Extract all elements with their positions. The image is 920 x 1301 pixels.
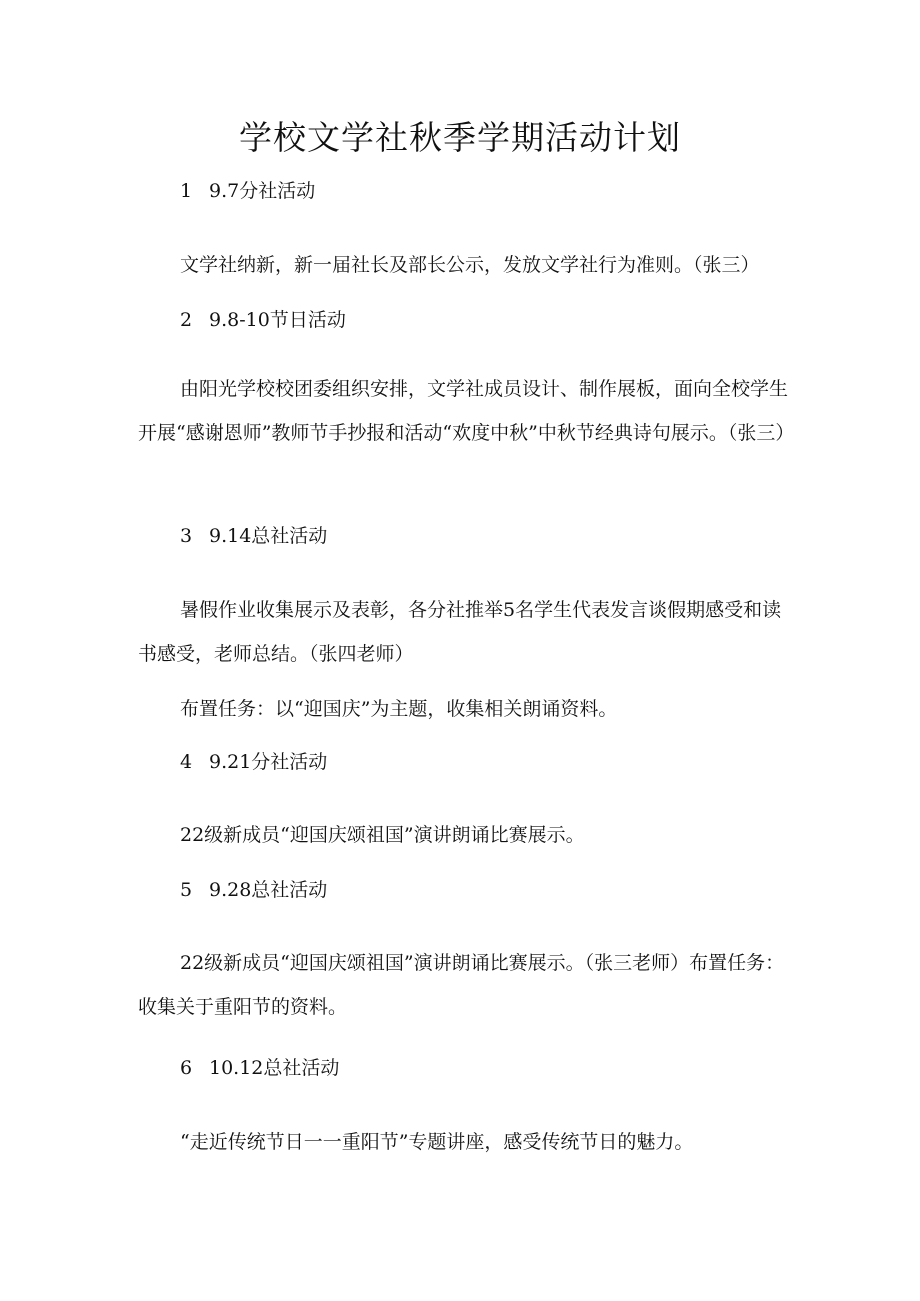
section-heading [180, 749, 327, 775]
section-heading-text: 9.8-10节日活动 [209, 309, 346, 331]
section-heading [180, 877, 327, 903]
section-heading-text: 10.12总社活动 [209, 1057, 340, 1079]
section-number: 3 [180, 525, 193, 547]
section-heading-text: 9.7分社活动 [209, 180, 316, 202]
section-paragraph: 布置任务：以“迎国庆”为主题，收集相关朗诵资料。 [180, 698, 618, 720]
section-heading [180, 1055, 339, 1081]
section-paragraph: 22级新成员“迎国庆颂祖国”演讲朗诵比赛展示。 [180, 824, 585, 846]
section-paragraph: 由阳光学校校团委组织安排，文学社成员设计、制作展板，面向全校学生开展“感谢恩师”教师节手抄报和活动“欢度中秋”中秋节经典诗句展示。（张三） [138, 378, 795, 444]
section-number: 4 [180, 751, 193, 773]
section-number: 2 [180, 309, 193, 331]
section-heading-text: 9.14总社活动 [209, 525, 328, 547]
section-number: 5 [180, 879, 193, 901]
section-paragraph: 22级新成员“迎国庆颂祖国”演讲朗诵比赛展示。（张三老师）布置任务：收集关于重阳节的资料。 [138, 952, 785, 1018]
section-paragraph: 文学社纳新，新一届社长及部长公示，发放文学社行为准则。（张三） [180, 254, 760, 276]
section-heading [180, 523, 327, 549]
section-heading [180, 307, 346, 333]
section-number: 1 [180, 180, 193, 202]
section-heading-text: 9.28总社活动 [209, 879, 328, 901]
section-paragraph: 暑假作业收集展示及表彰，各分社推举5名学生代表发言谈假期感受和读书感受，老师总结。（张四老师） [138, 599, 782, 665]
section-number: 6 [180, 1057, 193, 1079]
section-heading [180, 178, 315, 204]
section-heading-text: 9.21分社活动 [209, 751, 328, 773]
document-title: 学校文学社秋季学期活动计划 [239, 118, 681, 157]
section-paragraph: “走近传统节日一一重阳节”专题讲座，感受传统节日的魅力。 [180, 1131, 694, 1153]
